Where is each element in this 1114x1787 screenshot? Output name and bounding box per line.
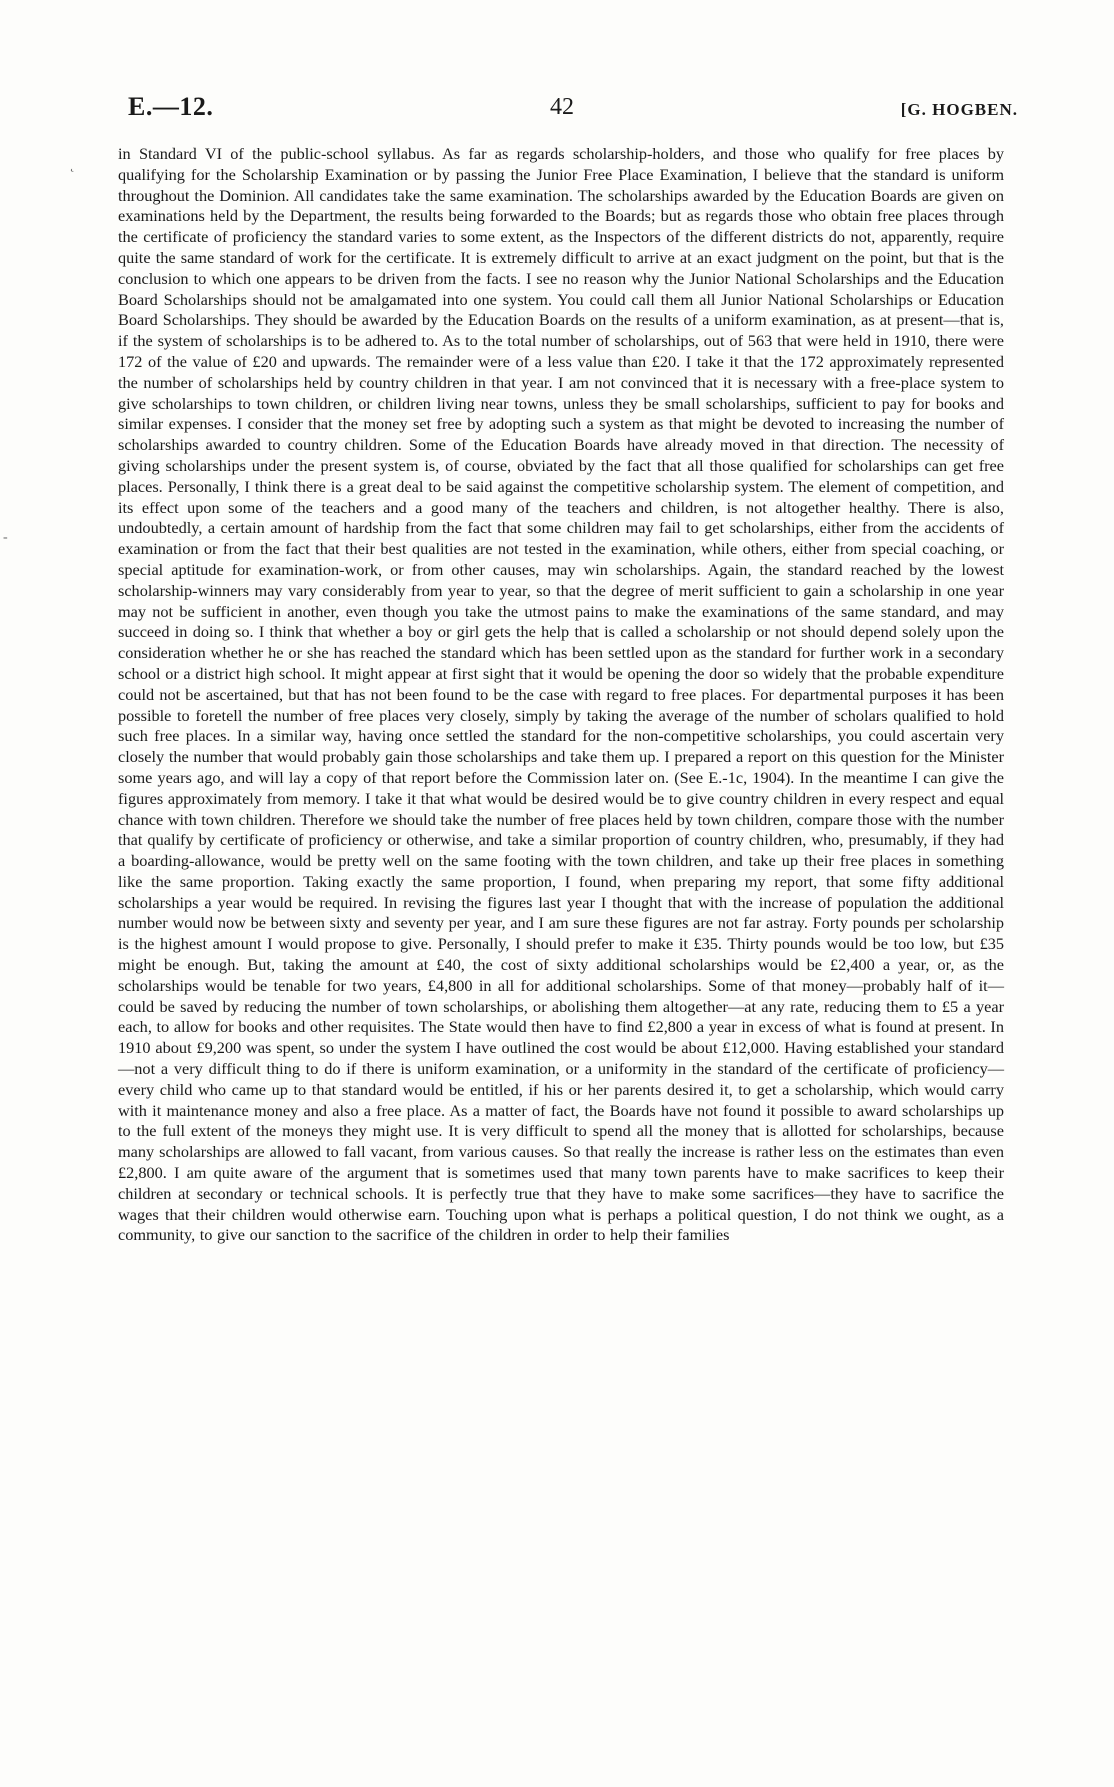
page-number: 42 [550,94,574,120]
body-paragraph: in Standard VI of the public-school syllabus. As far as regards scholarship-holders, and those who qualify for free places by qualifying for the Scholarship Examination or by passing the Junior Free Place Examination, I believe that the standard is uniform throughout the Dominion. All candidates take the same examination. The scholarships awarded by the Education Boards are given on examinations held by the Department, the results being forwarded to the Boards; but as regards those who obtain free places through the certificate of proficiency the standard varies to some extent, as the Inspectors of the different districts do not, apparently, require quite the same standard of work for the certificate. It is extremely difficult to arrive at an exact judgment on the point, but that is the conclusion to which one appears to be driven from the facts. I see no reason why the Junior National Scholarships and the Education Board Scholarships should not be amalgamated into one system. You could call them all Junior National Scholarships or Education Board Scholarships. They should be awarded by the Education Boards on the results of a uniform examination, as at present—that is, if the system of scholarships is to be adhered to. As to the total number of scholarships, out of 563 that were held in 1910, there were 172 of the value of £20 and upwards. The remainder were of a less value than £20. I take it that the 172 approximately represented the number of scholarships held by country children in that year. I am not convinced that it is necessary with a free-place system to give scholarships to town children, or children living near towns, unless they be small scholarships, sufficient to pay for books and similar expenses. I consider that the money set free by adopting such a system as that might be devoted to increasing the number of scholarships awarded to country children. Some of the Education Boards have already moved in that direction. The necessity of giving scholarships under the present system is, of course, obviated by the fact that all those qualified for scholarships can get free places. Personally, I think there is a great deal to be said against the competitive scholarship system. The element of competition, and its effect upon some of the teachers and a good many of the teachers and children, is not altogether healthy. There is also, undoubtedly, a certain amount of hardship from the fact that some children may fail to get scholarships, either from the accidents of examination or from the fact that their best qualities are not tested in the examination, while others, either from special coaching, or special aptitude for examination-work, or from other causes, may win scholarships. Again, the standard reached by the lowest scholarship-winners may vary considerably from year to year, so that the degree of merit sufficient to gain a scholarship in one year may not be sufficient in another, even though you take the utmost pains to make the examinations of the same standard, and may succeed in doing so. I think that whether a boy or girl gets the help that is called a scholarship or not should depend solely upon the consideration whether he or she has reached the standard which has been settled upon as the standard for further work in a secondary school or a district high school. It might appear at first sight that it would be opening the door so widely that the probable expenditure could not be ascertained, but that has not been found to be the case with regard to free places. For departmental purposes it has been possible to foretell the number of free places very closely, simply by taking the average of the number of scholars qualified to hold such free places. In a similar way, having once settled the standard for the non-competitive scholarships, you could ascertain very closely the number that would probably gain those scholarships and take them up. I prepared a report on this question for the Minister some years ago, and will lay a copy of that report before the Commission later on. (See E.-1c, 1904). In the meantime I can give the figures approximately from memory. I take it that what would be desired would be to give country children in every respect and equal chance with town children. Therefore we should take the number of free places held by town children, compare those with the number that qualify by certificate of proficiency or otherwise, and take a similar proportion of country children, who, presumably, if they had a boarding-allowance, would be pretty well on the same footing with the town children, and take up their free places in something like the same proportion. Taking exactly the same proportion, I found, when preparing my report, that some fifty additional scholarships a year would be required. In revising the figures last year I thought that with the increase of population the additional number would now be between sixty and seventy per year, and I am sure these figures are not far astray. Forty pounds per scholarship is the highest amount I would propose to give. Personally, I should prefer to make it £35. Thirty pounds would be too low, but £35 might be enough. But, taking the amount at £40, the cost of sixty additional scholarships would be £2,400 a year, or, as the scholarships would be tenable for two years, £4,800 in all for additional scholarships. Some of that money—probably half of it—could be saved by reducing the number of town scholarships, or abolishing them altogether—at any rate, reducing them to £5 a year each, to allow for books and other requisites. The State would then have to find £2,800 a year in excess of what is found at present. In 1910 about £9,200 was spent, so under the system I have outlined the cost would be about £12,000. Having established your standard—not a very difficult thing to do if there is uniform examination, or a uniformity in the standard of the certificate of proficiency—every child who came up to that standard would be entitled, if his or her parents desired it, to get a scholarship, which would carry with it maintenance money and also a free place. As a matter of fact, the Boards have not found it possible to award scholarships up to the full extent of the moneys they might use. It is very difficult to spend all the money that is allotted for scholarships, because many scholarships are allowed to fall vacant, from various causes. So that really the increase is rather less on the estimates than even £2,800. I am quite aware of the argument that is sometimes used that many town parents have to make sacrifices to keep their children at secondary or technical schools. It is perfectly true that they have to make some sacrifices—they have to sacrifice the wages that their children would otherwise earn. Touching upon what is perhaps a political question, I do not think we ought, as a community, to give our sanction to the sacrifice of the children in order to help their families [118,144,1004,1245]
margin-mark: - [3,530,8,545]
report-reference: E.—12. [128,92,214,121]
witness-name: [G. HOGBEN. [900,100,1018,119]
page-header [128,92,1018,132]
margin-mark: ˛ [70,158,75,173]
